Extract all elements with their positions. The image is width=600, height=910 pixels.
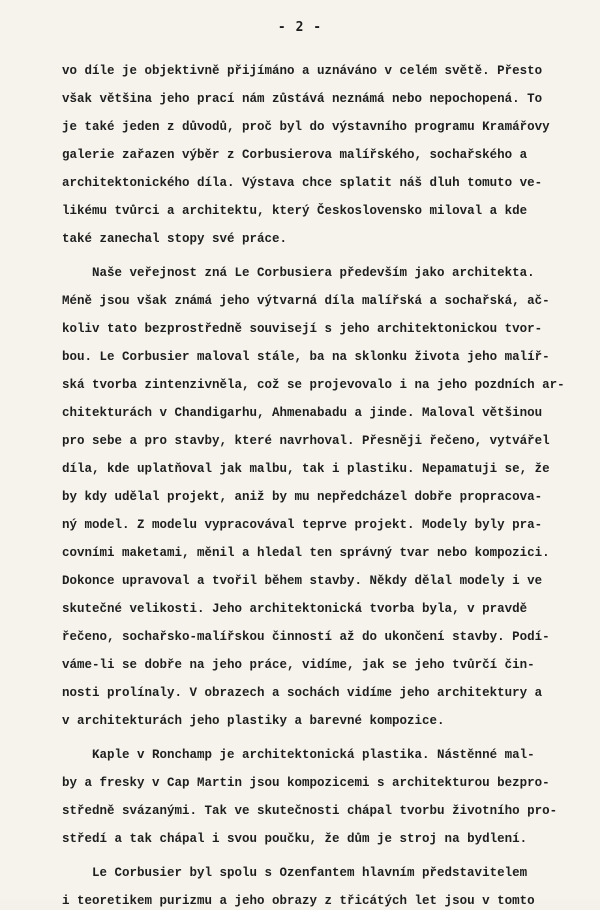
text-line: ný model. Z modelu vypracovával teprve projekt. Modely byly pra- bbox=[62, 518, 543, 532]
text-line: architektonického díla. Výstava chce splatit náš dluh tomuto ve- bbox=[62, 176, 543, 190]
text-line: by kdy udělal projekt, aniž by mu nepředcházel dobře propracova- bbox=[62, 490, 543, 504]
page-number: - 2 - bbox=[277, 20, 323, 35]
text-line: je také jeden z důvodů, proč byl do výstavního programu Kramářovy bbox=[62, 120, 550, 134]
text-line: nosti prolínaly. V obrazech a sochách vidíme jeho architektury a bbox=[62, 686, 543, 700]
text-line: covními maketami, měnil a hledal ten správný tvar nebo kompozici. bbox=[62, 546, 550, 560]
text-line: i teoretikem purizmu a jeho obrazy z třicátých let jsou v tomto bbox=[62, 894, 535, 908]
text-line: bou. Le Corbusier maloval stále, ba na sklonku života jeho malíř- bbox=[62, 350, 550, 364]
text-line: v architekturách jeho plastiky a barevné kompozice. bbox=[62, 714, 445, 728]
text-line: také zanechal stopy své práce. bbox=[62, 232, 288, 246]
text-line: by a fresky v Cap Martin jsou kompozicemi s architekturou bezpro- bbox=[62, 776, 550, 790]
paragraph-first-line: Kaple v Ronchamp je architektonická plastika. Nástěnné mal- bbox=[92, 748, 535, 762]
paragraph-first-line: Naše veřejnost zná Le Corbusiera především jako architekta. bbox=[92, 266, 535, 280]
text-line: galerie zařazen výběr z Corbusierova malířského, sochařského a bbox=[62, 148, 528, 162]
text-line: likému tvůrci a architektu, který Československo miloval a kde bbox=[62, 204, 528, 218]
text-line: řečeno, sochařsko-malířskou činností až do ukončení stavby. Podí- bbox=[62, 630, 550, 644]
text-line: díla, kde uplatňoval jak malbu, tak i plastiku. Nepamatuji se, že bbox=[62, 462, 550, 476]
text-line: Méně jsou však známá jeho výtvarná díla malířská a sochařská, ač- bbox=[62, 294, 550, 308]
text-line: skutečné velikosti. Jeho architektonická tvorba byla, v pravdě bbox=[62, 602, 528, 616]
paragraph-first-line: Le Corbusier byl spolu s Ozenfantem hlavním představitelem bbox=[92, 866, 528, 880]
text-line: Dokonce upravoval a tvořil během stavby. Někdy dělal modely i ve bbox=[62, 574, 543, 588]
text-line: koliv tato bezprostředně souvisejí s jeho architektonickou tvor- bbox=[62, 322, 543, 336]
text-line: váme-li se dobře na jeho práce, vidíme, jak se jeho tvůrčí čin- bbox=[62, 658, 535, 672]
text-line: středně svázanými. Tak ve skutečnosti chápal tvorbu životního pro- bbox=[62, 804, 558, 818]
text-line: vo díle je objektivně přijímáno a uznáváno v celém světě. Přesto bbox=[62, 64, 543, 78]
text-line: chitekturách v Chandigarhu, Ahmenabadu a jinde. Maloval většinou bbox=[62, 406, 543, 420]
text-line: ská tvorba zintenzivněla, což se projevovalo i na jeho pozdních ar- bbox=[62, 378, 565, 392]
text-line: však většina jeho prací nám zůstává neznámá nebo nepochopená. To bbox=[62, 92, 543, 106]
text-line: pro sebe a pro stavby, které navrhoval. Přesněji řečeno, vytvářel bbox=[62, 434, 550, 448]
text-line: středí a tak chápal i svou poučku, že dům je stroj na bydlení. bbox=[62, 832, 528, 846]
